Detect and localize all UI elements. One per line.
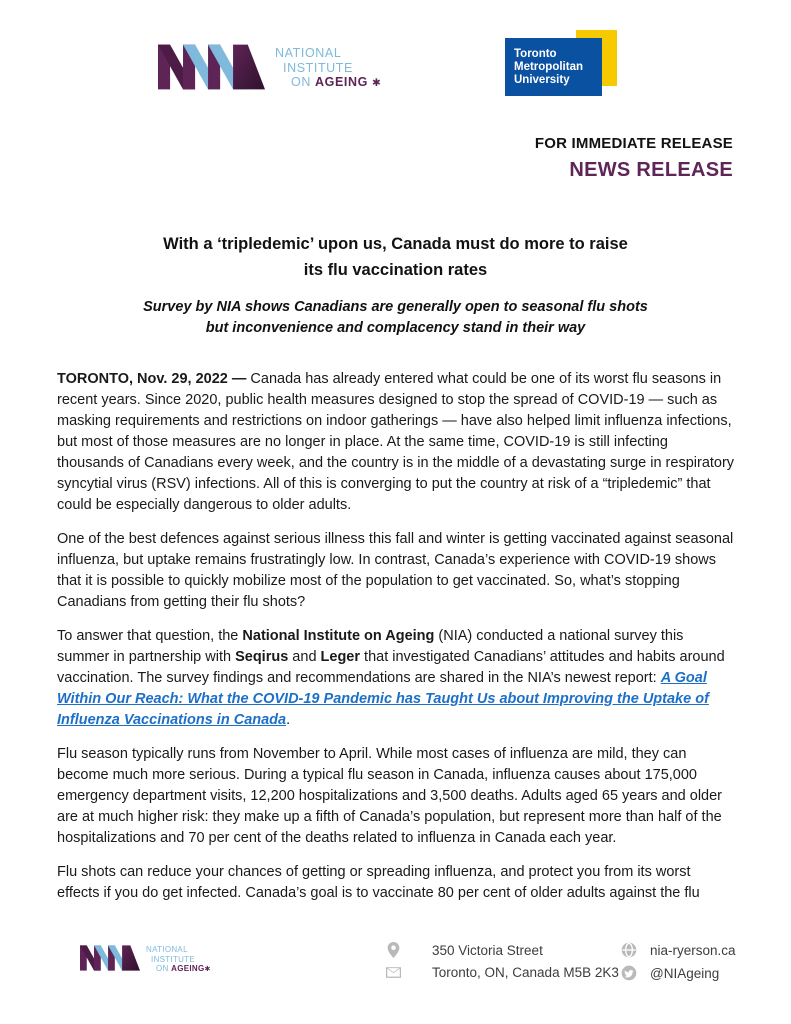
text-segment: National Institute on Ageing xyxy=(242,628,435,644)
report-link[interactable]: A Goal Within Our Reach: What the COVID-19 Pandemic has Taught Us about Improving the Uptake of Influenza Vaccinations in Canada xyxy=(57,670,709,728)
text-segment: One of the best defences against serious illness this fall and winter is getting vaccinated against seasonal influenza, but uptake remains frustratingly low. In contrast, Canada’s experience with COVID-19 shows that it is possible to quickly mobilize most of the population to get vaccinated. So, what’s stopping Canadians from getting their flu shots? xyxy=(57,531,734,610)
footer-nia-logo xyxy=(80,944,210,975)
twitter-icon xyxy=(621,965,637,981)
maple-leaf-icon: ✱ xyxy=(204,966,211,973)
nia-word-on: ON xyxy=(156,964,172,973)
paragraph xyxy=(57,529,736,613)
maple-leaf-icon: ✱ xyxy=(372,77,382,89)
footer-twitter-handle: @NIAgeing xyxy=(650,965,720,981)
subheadline xyxy=(0,297,791,339)
nia-logo xyxy=(158,42,382,92)
tmu-logo xyxy=(505,30,617,96)
nia-word-on: ON xyxy=(291,75,316,89)
nia-logo-mark-icon xyxy=(80,944,140,972)
nia-word-on-ageing xyxy=(275,75,382,91)
text-segment: Canada has already entered what could be one of its worst flu seasons in recent years. Since 2020, public health measures designed to stop the spread of COVID-19 — such as masking requirements and restrictions on indoor gatherings — have also helped limit influenza infections, but most of those measures are no longer in place. At the same time, COVID-19 is still infecting thousands of Canadians every week, and the country is in the middle of a devastating surge in respiratory syncytial virus (RSV) infections. All of this is converging to put the country at risk of a “tripledemic” that could be especially dangerous to older adults. xyxy=(57,371,735,513)
nia-word-national: NATIONAL xyxy=(146,945,188,954)
nia-word-institute: INSTITUTE xyxy=(283,60,353,75)
subheadline-line1: Survey by NIA shows Canadians are generally open to seasonal flu shots xyxy=(143,299,648,315)
tmu-word-metropolitan: Metropolitan xyxy=(514,61,583,73)
nia-logo-mark-icon xyxy=(158,42,265,92)
paragraph xyxy=(57,369,736,516)
nia-word-national: NATIONAL xyxy=(275,46,342,60)
paragraph xyxy=(57,862,736,904)
tmu-wordmark xyxy=(505,38,602,96)
paragraph xyxy=(57,744,736,849)
text-segment: (NIA) conducted a national survey this summer in partnership with xyxy=(57,628,684,665)
footer-city-row xyxy=(385,965,619,980)
tmu-word-toronto: Toronto xyxy=(514,48,557,60)
nia-word-on-ageing xyxy=(146,964,210,975)
footer xyxy=(0,936,791,996)
text-segment: Seqirus xyxy=(235,649,289,665)
text-segment: TORONTO, Nov. 29, 2022 — xyxy=(57,371,251,387)
text-segment: To answer that question, the xyxy=(57,628,243,644)
footer-website: nia-ryerson.ca xyxy=(650,942,736,958)
footer-twitter-row xyxy=(621,965,719,981)
headline xyxy=(0,231,791,283)
text-segment: Leger xyxy=(320,649,361,665)
footer-address-line1: 350 Victoria Street xyxy=(432,942,543,958)
for-immediate-release-label: FOR IMMEDIATE RELEASE xyxy=(534,135,733,152)
release-block xyxy=(535,135,733,182)
footer-website-row xyxy=(621,942,736,958)
nia-word-institute: INSTITUTE xyxy=(151,954,196,964)
location-pin-icon xyxy=(385,942,401,958)
nia-logo-wordmark xyxy=(275,46,382,91)
text-segment: . xyxy=(286,712,291,728)
body-paragraphs xyxy=(57,369,736,917)
footer-address-line2: Toronto, ON, Canada M5B 2K3 xyxy=(432,965,619,980)
text-segment: that investigated Canadians’ attitudes and habits around vaccination. The survey findings and recommendations are shared in the NIA’s newest report: xyxy=(57,649,725,686)
paragraph xyxy=(57,626,736,731)
nia-logo-wordmark xyxy=(146,945,210,975)
nia-word-ageing: AGEING xyxy=(171,964,205,973)
text-segment: Flu season typically runs from November to April. While most cases of influenza are mild, they can become much more serious. During a typical flu season in Canada, influenza causes about 175,000 emergency department visits, 12,200 hospitalizations and 3,500 deaths. Adults aged 65 years and older are at much higher risk: they make up a fifth of Canada’s population, but represent more than half of the hospitalizations and 70 per cent of the deaths related to influenza in Canada each year. xyxy=(57,746,723,846)
nia-word-ageing: AGEING xyxy=(315,75,368,89)
subheadline-line2: but inconvenience and complacency stand in their way xyxy=(205,320,586,336)
footer-address-row xyxy=(385,942,543,958)
text-segment: and xyxy=(288,649,321,665)
headline-line2: its flu vaccination rates xyxy=(303,261,488,279)
text-segment: Flu shots can reduce your chances of getting or spreading influenza, and protect you from its worst effects if you do get infected. Canada’s goal is to vaccinate 80 per cent of older adults against the flu xyxy=(57,864,700,901)
website-globe-icon xyxy=(621,942,637,958)
envelope-icon xyxy=(385,967,401,978)
headline-line1: With a ‘tripledemic’ upon us, Canada must do more to raise xyxy=(163,235,628,253)
tmu-word-university: University xyxy=(514,74,570,86)
news-release-label: NEWS RELEASE xyxy=(569,159,733,181)
